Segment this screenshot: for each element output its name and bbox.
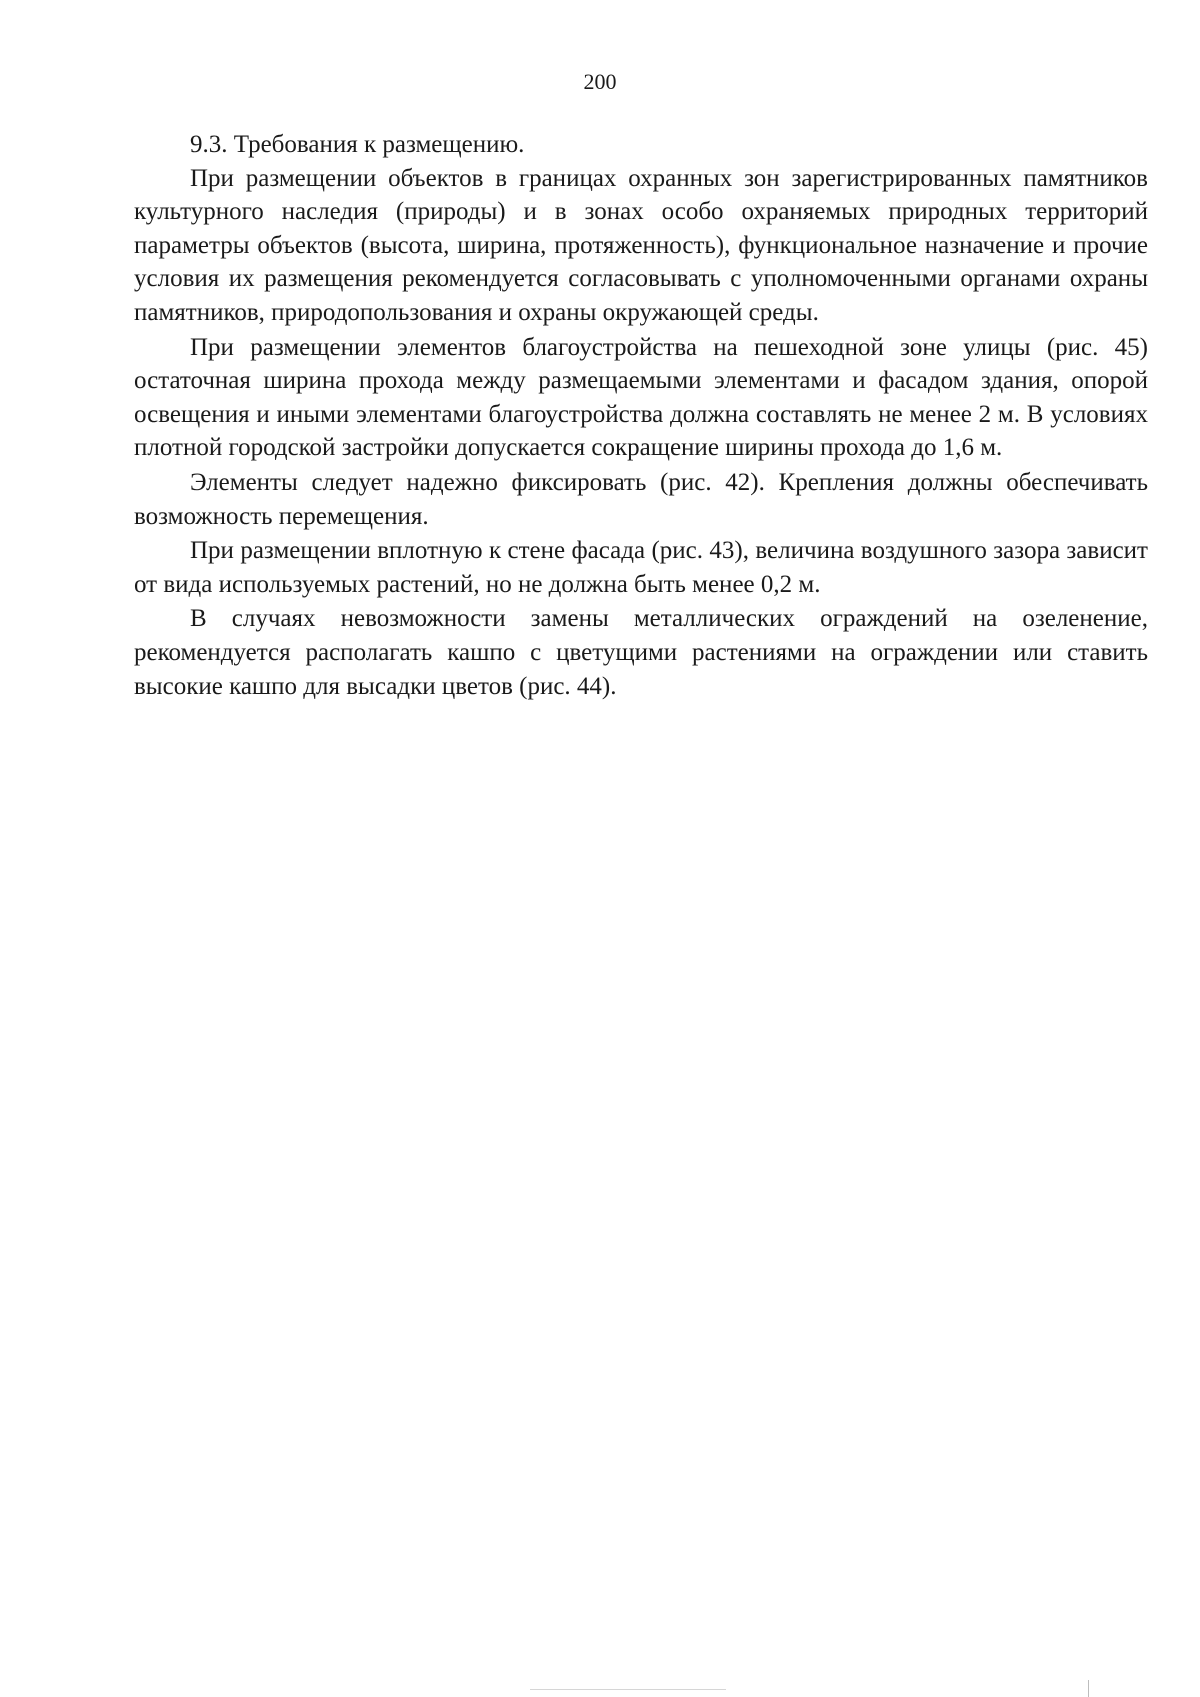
paragraph-fence-planters: В случаях невозможности замены металлических ограждений на озеленение, рекомендуется располагать кашпо с цветущими растениями на ограждении или ставить высокие кашпо для высадки цветов (рис. 44). [134,605,1148,700]
paragraph-protected-zones: При размещении объектов в границах охранных зон зарегистрированных памятников культурного наследия (природы) и в зонах особо охраняемых природных территорий параметры объектов (высота, ширина, протяженность), функциональное назначение и прочие условия их размещения рекомендуется согласовывать с уполномоченными органами охраны памятников, природопользования и охраны окружающей среды. [134,164,1148,326]
paragraph-facade-placement: При размещении вплотную к стене фасада (рис. 43), величина воздушного зазора зависит от вида используемых растений, но не должна быть менее 0,2 м. [134,537,1148,598]
section-heading: 9.3. Требования к размещению. [190,131,525,158]
scan-artifact-tick [1088,1680,1089,1697]
paragraph-fixing-elements: Элементы следует надежно фиксировать (рис. 42). Крепления должны обеспечивать возможность перемещения. [134,468,1148,530]
scan-artifact-line [530,1689,726,1690]
document-body [134,128,1148,703]
paragraph-pedestrian-zone: При размещении элементов благоустройства на пешеходной зоне улицы (рис. 45) остаточная ширина прохода между размещаемыми элементами и фасадом здания, опорой освещения и иными элементами благоустройства должна составлять не менее 2 м. В условиях плотной городской застройки допускается сокращение ширины прохода до 1,6 м. [134,333,1148,462]
page-number: 200 [583,69,617,94]
